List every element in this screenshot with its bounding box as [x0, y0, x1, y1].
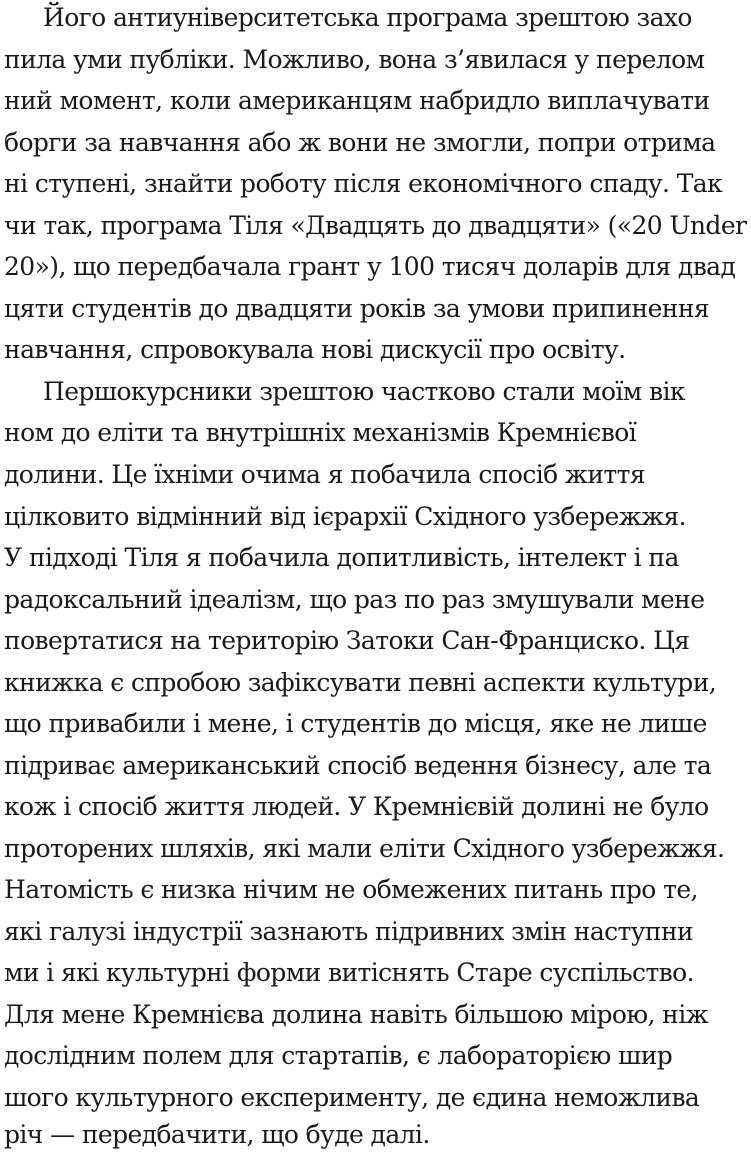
text-line: радоксальний ідеалізм, що раз по раз змушували мене: [4, 585, 705, 614]
text-line: Його антиуніверситетська програма зрештою захо: [43, 3, 692, 32]
text-line: кож і спосіб життя людей. У Кремнієвій долині не було: [4, 792, 709, 821]
text-line: ном до еліти та внутрішніх механізмів Кремнієвої: [4, 418, 637, 447]
text-line: цяти студентів до двадцяти років за умови припинення: [4, 294, 710, 323]
text-line: долини. Це їхніми очима я побачила спосіб життя: [4, 460, 646, 489]
text-line: цілковито відмінний від ієрархії Східного узбережжя.: [4, 502, 686, 531]
text-line: що привабили і мене, і студентів до місця, яке не лише: [4, 709, 707, 738]
text-line: проторених шляхів, які мали еліти Східного узбережжя.: [4, 834, 725, 863]
text-line: які галузі індустрії зазнають підривних змін наступни: [4, 917, 694, 946]
text-line: підриває американський спосіб ведення бізнесу, але та: [4, 751, 712, 780]
text-line: повертатися на територію Затоки Сан-Франциско. Ця: [4, 626, 690, 655]
text-line: борги за навчання або ж вони не змогли, попри отрима: [4, 128, 716, 157]
text-line: ні ступені, знайти роботу після економічного спаду. Так: [4, 169, 723, 198]
text-line: Для мене Кремнієва долина навіть більшою мірою, ніж: [4, 1000, 709, 1029]
text-line: шого культурного експерименту, де єдина неможлива: [4, 1083, 700, 1112]
text-line: чи так, програма Тіля «Двадцять до двадцяти» («20 Under: [4, 211, 747, 240]
text-line: навчання, спровокувала нові дискусії про освіту.: [4, 335, 626, 364]
text-line: книжка є спробою зафіксувати певні аспекти культури,: [4, 668, 717, 697]
text-line: Натомість є низка нічим не обмежених питань про те,: [4, 875, 698, 904]
text-line: пила уми публіки. Можливо, вона з’явилася у перелом: [4, 45, 705, 74]
text-line: 20»), що передбачала грант у 100 тисяч доларів для двад: [4, 252, 736, 281]
text-line: ми і які культурні форми витіснять Старе суспільство.: [4, 958, 694, 987]
text-line: ний момент, коли американцям набридло виплачувати: [4, 86, 710, 115]
text-line: Першокурсники зрештою частково стали моїм вік: [43, 377, 685, 406]
text-line: дослідним полем для стартапів, є лабораторією шир: [4, 1041, 673, 1070]
text-line: річ — передбачити, що буде далі.: [4, 1120, 430, 1149]
text-line: У підході Тіля я побачила допитливість, інтелект і па: [4, 543, 679, 572]
